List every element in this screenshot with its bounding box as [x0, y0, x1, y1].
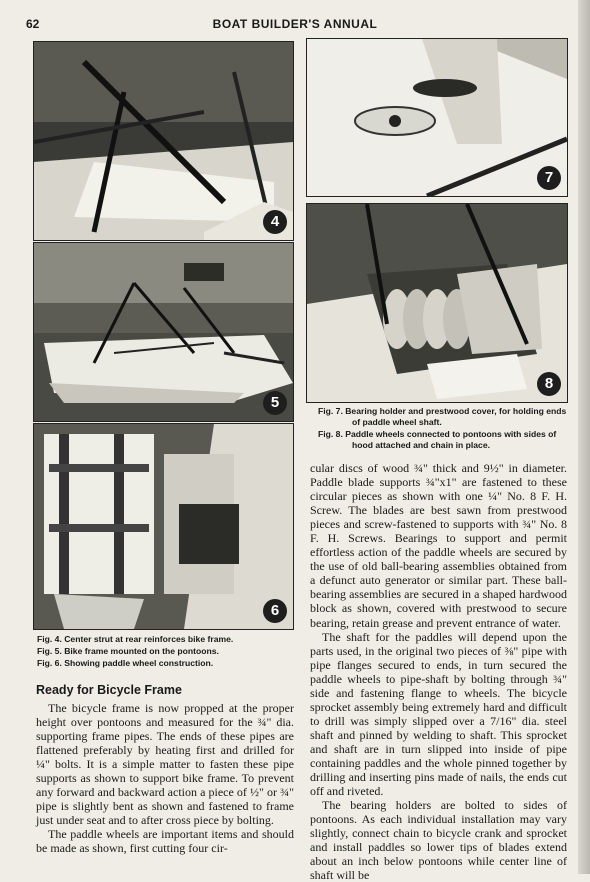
- figure-8-photo: [306, 203, 568, 403]
- figure-8-image: [307, 204, 567, 402]
- caption-fig-8: Fig. 8. Paddle wheels connected to pontoons with sides of hood attached and chain in place.: [318, 429, 557, 450]
- captions-right: [318, 406, 568, 452]
- running-title: BOAT BUILDER'S ANNUAL: [212, 17, 378, 31]
- page-header: [0, 17, 590, 35]
- paragraph: The paddle wheels are important items and should be made as shown, first cutting four cir-: [36, 827, 294, 856]
- figure-number-badge: 5: [263, 391, 287, 415]
- caption-fig-5: Fig. 5. Bike frame mounted on the pontoons.: [37, 646, 219, 656]
- figure-number-badge: 6: [263, 599, 287, 623]
- left-column-body: [36, 701, 294, 856]
- captions-left: [37, 634, 292, 670]
- paragraph: The bicycle frame is now propped at the proper height over pontoons and measured for the ¾" dia. supporting frame pipes. The ends of these pipes are flattened preferably by heating first and drilled for ¼" bolts. It is a simple matter to fasten these pipe supports as shown to support bike frame. To prevent any forward and backward action a piece of ½" or ¾" pipe is slightly bent as shown and fastened to frame just under seat and to after cross piece by bolting.: [36, 701, 294, 828]
- figure-number-badge: 7: [537, 166, 561, 190]
- figure-4-photo: [33, 41, 294, 241]
- section-heading: Ready for Bicycle Frame: [36, 683, 182, 697]
- paragraph: The bearing holders are bolted to sides of pontoons. As each individual installation may vary slightly, connect chain to bicycle crank and sprocket and install paddles so lower tips of blades extend about an inch below pontoons while center line of shaft will be: [310, 798, 567, 882]
- figure-number-badge: 8: [537, 372, 561, 396]
- figure-7-photo: [306, 38, 568, 197]
- figure-6-photo: [33, 423, 294, 630]
- paragraph: The shaft for the paddles will depend upon the parts used, in the original two pieces of ⅜" pipe with pipe flanges secured to ends, in turn secured the paddle wheels to pipe-shaft by bolting through ¾" side and fastening flange to wheels. The bicycle sprocket assembly being extremely hard and difficult to drill was simply slipped over a 7/16" dia. steel shaft and pinned by welding to shaft. This sprocket and shaft are in turn slipped into inside of pipe containing paddles and the whole pinned together by drilling and inserting pins made of nails, the ends cut off and riveted.: [310, 629, 567, 799]
- figure-5-image: [34, 243, 293, 421]
- figure-number-badge: 4: [263, 210, 287, 234]
- figure-4-image: [34, 42, 293, 240]
- page-edge-shadow: [578, 0, 590, 874]
- paragraph: cular discs of wood ¾" thick and 9½" in diameter. Paddle blade supports ¾"x1" are fastened to these circular pieces as shown with one ¼" No. 8 F. H. Screw. The blades are best sawn from prestwood pieces and screw-fastened to supports with ¾" No. 8 F. H. Screws. Bearings to support and permit effortless action of the paddle wheels are secured by the use of old ball-bearing assemblies obtained from a defunct auto generator or similar part. These ball-bearing assemblies are secured in a shaped hardwood block as shown, covered with prestwood to secure bearing, retain grease and prevent entrance of water.: [310, 461, 567, 630]
- figure-7-image: [307, 39, 567, 196]
- figure-6-image: [34, 424, 293, 629]
- caption-fig-4: Fig. 4. Center strut at rear reinforces bike frame.: [37, 634, 234, 644]
- page-number: 62: [26, 17, 40, 31]
- right-column-body: [310, 461, 567, 882]
- figure-5-photo: [33, 242, 294, 422]
- caption-fig-7: Fig. 7. Bearing holder and prestwood cover, for holding ends of paddle wheel shaft.: [318, 406, 567, 427]
- caption-fig-6: Fig. 6. Showing paddle wheel construction.: [37, 658, 214, 668]
